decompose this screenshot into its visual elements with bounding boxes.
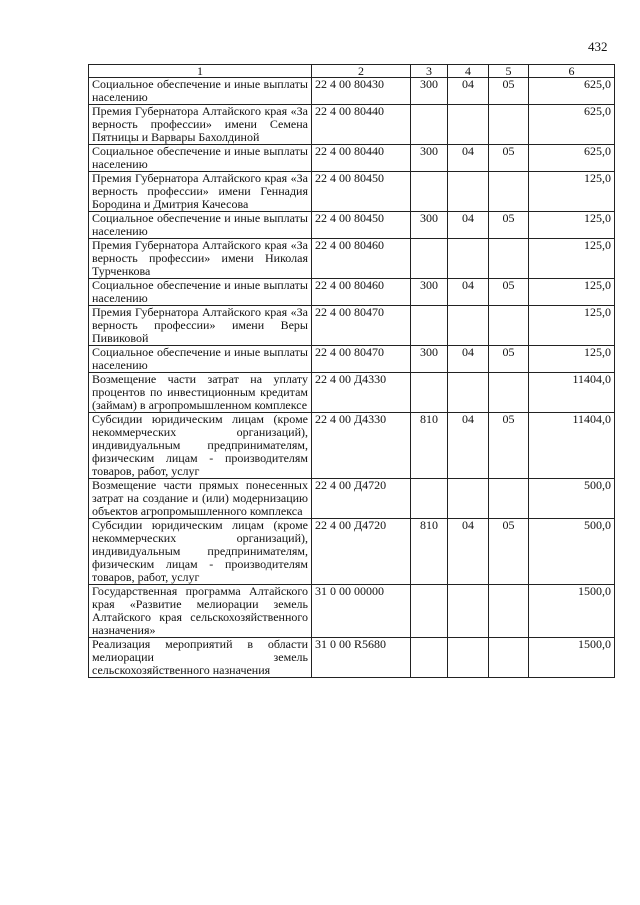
expense-type-cell <box>411 239 448 279</box>
target-article-code-cell: 22 4 00 80460 <box>312 279 411 306</box>
section-cell <box>448 172 489 212</box>
target-article-code-cell: 22 4 00 80470 <box>312 346 411 373</box>
section-cell <box>448 638 489 678</box>
column-header: 2 <box>312 65 411 78</box>
page-number: 432 <box>588 39 608 54</box>
table-row <box>89 105 615 145</box>
target-article-code-cell: 22 4 00 Д4330 <box>312 373 411 413</box>
column-header: 1 <box>89 65 312 78</box>
row-name-cell: Реализация мероприятий в области мелиорации земель сельскохозяйственного назначения <box>89 638 312 678</box>
expense-type-cell: 300 <box>411 279 448 306</box>
table-row <box>89 239 615 279</box>
expense-type-cell <box>411 306 448 346</box>
section-cell: 04 <box>448 145 489 172</box>
section-cell <box>448 479 489 519</box>
row-name-cell: Социальное обеспечение и иные выплаты населению <box>89 346 312 373</box>
row-name-cell: Социальное обеспечение и иные выплаты населению <box>89 212 312 239</box>
target-article-code-cell: 22 4 00 Д4720 <box>312 519 411 585</box>
subsection-cell <box>489 373 529 413</box>
amount-cell: 1500,0 <box>529 638 615 678</box>
section-cell: 04 <box>448 413 489 479</box>
section-cell: 04 <box>448 346 489 373</box>
target-article-code-cell: 22 4 00 Д4720 <box>312 479 411 519</box>
table-row <box>89 638 615 678</box>
table-row <box>89 519 615 585</box>
expense-type-cell: 810 <box>411 413 448 479</box>
section-cell <box>448 239 489 279</box>
expense-type-cell: 300 <box>411 145 448 172</box>
row-name-cell: Субсидии юридическим лицам (кроме некоммерческих организаций), индивидуальным предпринимателям, физическим лицам - производителям товаров, работ, услуг <box>89 413 312 479</box>
row-name-cell: Социальное обеспечение и иные выплаты населению <box>89 145 312 172</box>
row-name-cell: Премия Губернатора Алтайского края «За верность профессии» имени Николая Турченкова <box>89 239 312 279</box>
row-name-cell: Премия Губернатора Алтайского края «За верность профессии» имени Веры Пивиковой <box>89 306 312 346</box>
amount-cell: 125,0 <box>529 212 615 239</box>
target-article-code-cell: 22 4 00 80440 <box>312 105 411 145</box>
column-header: 3 <box>411 65 448 78</box>
table-row <box>89 306 615 346</box>
table-row <box>89 479 615 519</box>
row-name-cell: Премия Губернатора Алтайского края «За верность профессии» имени Геннадия Бородина и Дмитрия Качесова <box>89 172 312 212</box>
amount-cell: 500,0 <box>529 519 615 585</box>
section-cell: 04 <box>448 519 489 585</box>
amount-cell: 625,0 <box>529 145 615 172</box>
column-header: 4 <box>448 65 489 78</box>
subsection-cell: 05 <box>489 279 529 306</box>
section-cell <box>448 306 489 346</box>
target-article-code-cell: 22 4 00 80450 <box>312 172 411 212</box>
subsection-cell <box>489 105 529 145</box>
row-name-cell: Возмещение части прямых понесенных затрат на создание и (или) модернизацию объектов агропромышленного комплекса <box>89 479 312 519</box>
section-cell: 04 <box>448 212 489 239</box>
subsection-cell <box>489 479 529 519</box>
expense-type-cell: 810 <box>411 519 448 585</box>
target-article-code-cell: 22 4 00 80430 <box>312 78 411 105</box>
subsection-cell: 05 <box>489 78 529 105</box>
column-header: 6 <box>529 65 615 78</box>
amount-cell: 625,0 <box>529 105 615 145</box>
amount-cell: 11404,0 <box>529 373 615 413</box>
expense-type-cell <box>411 373 448 413</box>
amount-cell: 11404,0 <box>529 413 615 479</box>
amount-cell: 500,0 <box>529 479 615 519</box>
row-name-cell: Социальное обеспечение и иные выплаты населению <box>89 78 312 105</box>
table-row <box>89 373 615 413</box>
subsection-cell <box>489 306 529 346</box>
target-article-code-cell: 22 4 00 80470 <box>312 306 411 346</box>
subsection-cell <box>489 239 529 279</box>
target-article-code-cell: 22 4 00 80440 <box>312 145 411 172</box>
expense-type-cell: 300 <box>411 346 448 373</box>
amount-cell: 625,0 <box>529 78 615 105</box>
section-cell <box>448 373 489 413</box>
row-name-cell: Социальное обеспечение и иные выплаты населению <box>89 279 312 306</box>
section-cell <box>448 585 489 638</box>
expense-type-cell <box>411 105 448 145</box>
section-cell: 04 <box>448 279 489 306</box>
expense-type-cell <box>411 638 448 678</box>
subsection-cell: 05 <box>489 519 529 585</box>
expense-type-cell <box>411 172 448 212</box>
column-number-row <box>89 65 615 78</box>
section-cell: 04 <box>448 78 489 105</box>
section-cell <box>448 105 489 145</box>
subsection-cell: 05 <box>489 346 529 373</box>
expense-type-cell: 300 <box>411 78 448 105</box>
subsection-cell: 05 <box>489 145 529 172</box>
table-row <box>89 78 615 105</box>
amount-cell: 125,0 <box>529 306 615 346</box>
target-article-code-cell: 31 0 00 00000 <box>312 585 411 638</box>
row-name-cell: Государственная программа Алтайского края «Развитие мелиорации земель Алтайского края сельскохозяйственного назначения» <box>89 585 312 638</box>
amount-cell: 125,0 <box>529 346 615 373</box>
table-row <box>89 346 615 373</box>
table-row <box>89 145 615 172</box>
table-row <box>89 279 615 306</box>
subsection-cell <box>489 638 529 678</box>
budget-table <box>88 64 615 678</box>
column-header: 5 <box>489 65 529 78</box>
table-body <box>89 78 615 678</box>
expense-type-cell <box>411 479 448 519</box>
target-article-code-cell: 22 4 00 Д4330 <box>312 413 411 479</box>
target-article-code-cell: 22 4 00 80450 <box>312 212 411 239</box>
expense-type-cell <box>411 585 448 638</box>
row-name-cell: Субсидии юридическим лицам (кроме некоммерческих организаций), индивидуальным предпринимателям, физическим лицам - производителям товаров, работ, услуг <box>89 519 312 585</box>
amount-cell: 1500,0 <box>529 585 615 638</box>
subsection-cell: 05 <box>489 413 529 479</box>
table-row <box>89 585 615 638</box>
row-name-cell: Премия Губернатора Алтайского края «За верность профессии» имени Семена Пятницы и Варвары Бахолдиной <box>89 105 312 145</box>
amount-cell: 125,0 <box>529 172 615 212</box>
table-row <box>89 212 615 239</box>
table-row <box>89 413 615 479</box>
row-name-cell: Возмещение части затрат на уплату процентов по инвестиционным кредитам (займам) в агропромышленном комплексе <box>89 373 312 413</box>
target-article-code-cell: 31 0 00 R5680 <box>312 638 411 678</box>
subsection-cell <box>489 585 529 638</box>
amount-cell: 125,0 <box>529 239 615 279</box>
amount-cell: 125,0 <box>529 279 615 306</box>
target-article-code-cell: 22 4 00 80460 <box>312 239 411 279</box>
subsection-cell <box>489 172 529 212</box>
subsection-cell: 05 <box>489 212 529 239</box>
expense-type-cell: 300 <box>411 212 448 239</box>
table-row <box>89 172 615 212</box>
